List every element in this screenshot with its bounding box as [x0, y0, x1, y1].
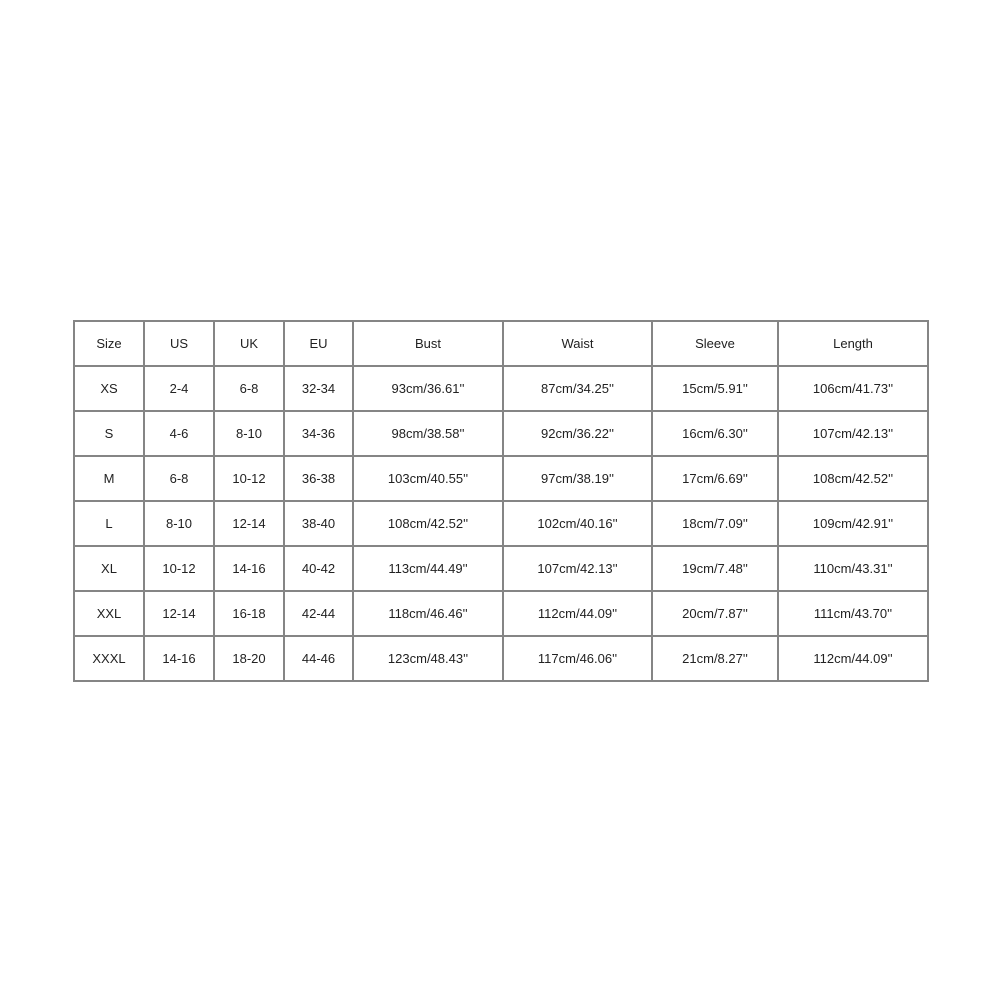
cell-length: 111cm/43.70'' [778, 591, 928, 636]
size-chart-table [73, 320, 929, 682]
cell-us: 6-8 [144, 456, 214, 501]
header-length: Length [778, 321, 928, 366]
table-row [74, 501, 928, 546]
cell-sleeve: 20cm/7.87'' [652, 591, 778, 636]
cell-us: 14-16 [144, 636, 214, 681]
cell-eu: 32-34 [284, 366, 353, 411]
table-row [74, 411, 928, 456]
cell-length: 107cm/42.13'' [778, 411, 928, 456]
table-row [74, 591, 928, 636]
cell-uk: 14-16 [214, 546, 284, 591]
header-uk: UK [214, 321, 284, 366]
header-us: US [144, 321, 214, 366]
cell-us: 4-6 [144, 411, 214, 456]
cell-bust: 98cm/38.58'' [353, 411, 503, 456]
cell-length: 109cm/42.91'' [778, 501, 928, 546]
header-row [74, 321, 928, 366]
cell-uk: 10-12 [214, 456, 284, 501]
cell-bust: 108cm/42.52'' [353, 501, 503, 546]
table-row [74, 636, 928, 681]
table-row [74, 546, 928, 591]
cell-waist: 107cm/42.13'' [503, 546, 652, 591]
cell-uk: 18-20 [214, 636, 284, 681]
cell-uk: 12-14 [214, 501, 284, 546]
cell-eu: 44-46 [284, 636, 353, 681]
cell-size: XS [74, 366, 144, 411]
header-waist: Waist [503, 321, 652, 366]
table-header [74, 321, 928, 366]
cell-us: 10-12 [144, 546, 214, 591]
cell-size: L [74, 501, 144, 546]
cell-bust: 123cm/48.43'' [353, 636, 503, 681]
cell-waist: 102cm/40.16'' [503, 501, 652, 546]
header-bust: Bust [353, 321, 503, 366]
cell-uk: 6-8 [214, 366, 284, 411]
cell-length: 110cm/43.31'' [778, 546, 928, 591]
cell-us: 8-10 [144, 501, 214, 546]
cell-uk: 8-10 [214, 411, 284, 456]
header-size: Size [74, 321, 144, 366]
cell-bust: 93cm/36.61'' [353, 366, 503, 411]
cell-sleeve: 18cm/7.09'' [652, 501, 778, 546]
cell-us: 12-14 [144, 591, 214, 636]
cell-size: XXXL [74, 636, 144, 681]
cell-length: 112cm/44.09'' [778, 636, 928, 681]
table-body [74, 366, 928, 681]
cell-length: 106cm/41.73'' [778, 366, 928, 411]
cell-size: XXL [74, 591, 144, 636]
cell-eu: 40-42 [284, 546, 353, 591]
cell-size: S [74, 411, 144, 456]
cell-waist: 97cm/38.19'' [503, 456, 652, 501]
header-sleeve: Sleeve [652, 321, 778, 366]
cell-waist: 92cm/36.22'' [503, 411, 652, 456]
cell-sleeve: 19cm/7.48'' [652, 546, 778, 591]
cell-bust: 103cm/40.55'' [353, 456, 503, 501]
cell-waist: 87cm/34.25'' [503, 366, 652, 411]
cell-eu: 38-40 [284, 501, 353, 546]
cell-bust: 118cm/46.46'' [353, 591, 503, 636]
cell-sleeve: 15cm/5.91'' [652, 366, 778, 411]
cell-sleeve: 21cm/8.27'' [652, 636, 778, 681]
header-eu: EU [284, 321, 353, 366]
cell-sleeve: 17cm/6.69'' [652, 456, 778, 501]
cell-eu: 36-38 [284, 456, 353, 501]
cell-size: M [74, 456, 144, 501]
cell-size: XL [74, 546, 144, 591]
cell-waist: 117cm/46.06'' [503, 636, 652, 681]
cell-length: 108cm/42.52'' [778, 456, 928, 501]
table-row [74, 456, 928, 501]
cell-bust: 113cm/44.49'' [353, 546, 503, 591]
cell-uk: 16-18 [214, 591, 284, 636]
cell-sleeve: 16cm/6.30'' [652, 411, 778, 456]
cell-waist: 112cm/44.09'' [503, 591, 652, 636]
cell-eu: 42-44 [284, 591, 353, 636]
cell-eu: 34-36 [284, 411, 353, 456]
cell-us: 2-4 [144, 366, 214, 411]
table-row [74, 366, 928, 411]
